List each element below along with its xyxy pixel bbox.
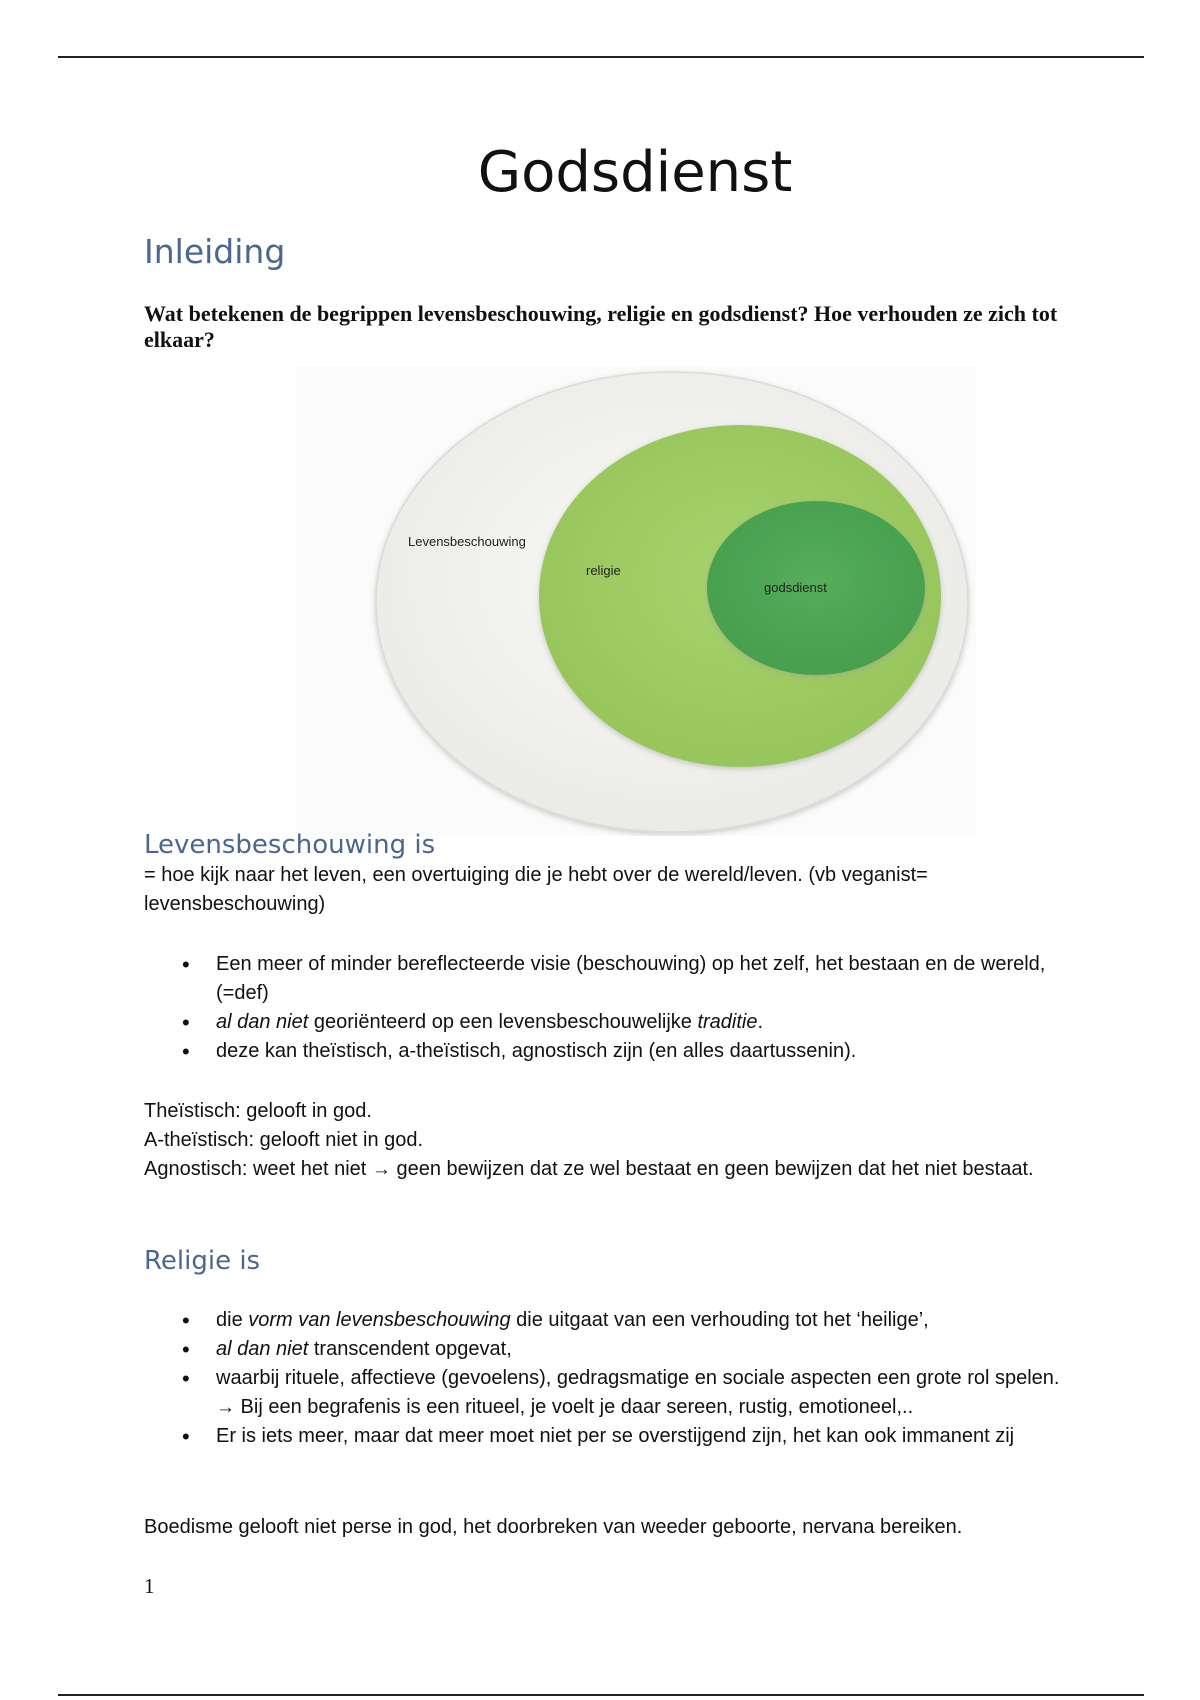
bullet-text: waarbij rituele, affectieve (gevoelens), gedragsmatige en sociale aspecten een grote rol spelen. bbox=[216, 1367, 1060, 1389]
agnostisch-text: Agnostisch: weet het niet bbox=[144, 1158, 372, 1180]
belief-definitions bbox=[144, 1097, 1074, 1184]
atheistisch-definition: A-theïstisch: gelooft niet in god. bbox=[144, 1129, 424, 1151]
list-item bbox=[144, 1306, 1074, 1335]
list-item bbox=[144, 1008, 1074, 1037]
bullet-text: die bbox=[216, 1309, 249, 1331]
levensbeschouwing-bullet-list bbox=[144, 950, 1074, 1066]
agnostisch-definition bbox=[144, 1155, 1074, 1184]
list-item bbox=[144, 1422, 1074, 1451]
sub-note-text: Bij een begrafenis is een ritueel, je voelt je daar sereen, rustig, emotioneel,.. bbox=[235, 1396, 914, 1418]
bullet-italic: traditie bbox=[697, 1011, 758, 1033]
bullet-text: die uitgaat van een verhouding tot het ‘heilige’, bbox=[510, 1309, 929, 1331]
levensbeschouwing-definition: = hoe kijk naar het leven, een overtuiging die je hebt over de wereld/leven. (vb veganist= levensbeschouwing) bbox=[144, 864, 928, 915]
arrow-right-icon: → bbox=[216, 1397, 235, 1418]
sub-note bbox=[216, 1393, 1074, 1422]
bullet-italic: al dan niet bbox=[216, 1338, 309, 1360]
bullet-italic: vorm van levensbeschouwing bbox=[248, 1309, 511, 1331]
bottom-rule bbox=[58, 1694, 1144, 1696]
agnostisch-text: geen bewijzen dat ze wel bestaat en geen bewijzen dat het niet bestaat. bbox=[390, 1158, 1034, 1180]
arrow-right-icon: → bbox=[371, 1159, 391, 1180]
list-item bbox=[144, 1037, 1074, 1066]
boedisme-note: Boedisme gelooft niet perse in god, het doorbreken van weeder geboorte, nervana bereiken. bbox=[144, 1516, 963, 1538]
bullet-text: Er is iets meer, maar dat meer moet niet per se overstijgend zijn, het kan ook immanent zij bbox=[216, 1425, 1015, 1447]
venn-diagram bbox=[296, 366, 976, 836]
religie-bullet-list bbox=[144, 1306, 1074, 1451]
bullet-text: Een meer of minder bereflecteerde visie (beschouwing) op het zelf, het bestaan en de wereld, (=def) bbox=[216, 953, 1046, 1004]
section-heading-inleiding: Inleiding bbox=[144, 232, 286, 271]
top-rule bbox=[58, 56, 1144, 58]
intro-question: Wat betekenen de begrippen levensbeschouwing, religie en godsdienst? Hoe verhouden ze zich tot elkaar? bbox=[144, 301, 1058, 352]
bullet-text: transcendent opgevat, bbox=[308, 1338, 512, 1360]
theistisch-definition: Theïstisch: gelooft in god. bbox=[144, 1100, 372, 1122]
bullet-text: . bbox=[757, 1011, 764, 1033]
bullet-text: georiënteerd op een levensbeschouwelijke bbox=[308, 1011, 698, 1033]
label-levensbeschouwing: Levensbeschouwing bbox=[408, 534, 526, 549]
list-item bbox=[144, 1364, 1074, 1422]
bullet-text: deze kan theïstisch, a-theïstisch, agnostisch zijn (en alles daartussenin). bbox=[216, 1040, 857, 1062]
label-religie: religie bbox=[586, 563, 621, 578]
label-godsdienst: godsdienst bbox=[764, 580, 827, 595]
list-item bbox=[144, 1335, 1074, 1364]
page-title: Godsdienst bbox=[477, 140, 793, 205]
section-heading-levensbeschouwing: Levensbeschouwing is bbox=[144, 830, 436, 860]
venn-diagram-svg bbox=[296, 366, 976, 836]
page-number: 1 bbox=[144, 1574, 155, 1598]
section-heading-religie: Religie is bbox=[144, 1246, 261, 1276]
list-item bbox=[144, 950, 1074, 1008]
bullet-italic: al dan niet bbox=[216, 1011, 309, 1033]
